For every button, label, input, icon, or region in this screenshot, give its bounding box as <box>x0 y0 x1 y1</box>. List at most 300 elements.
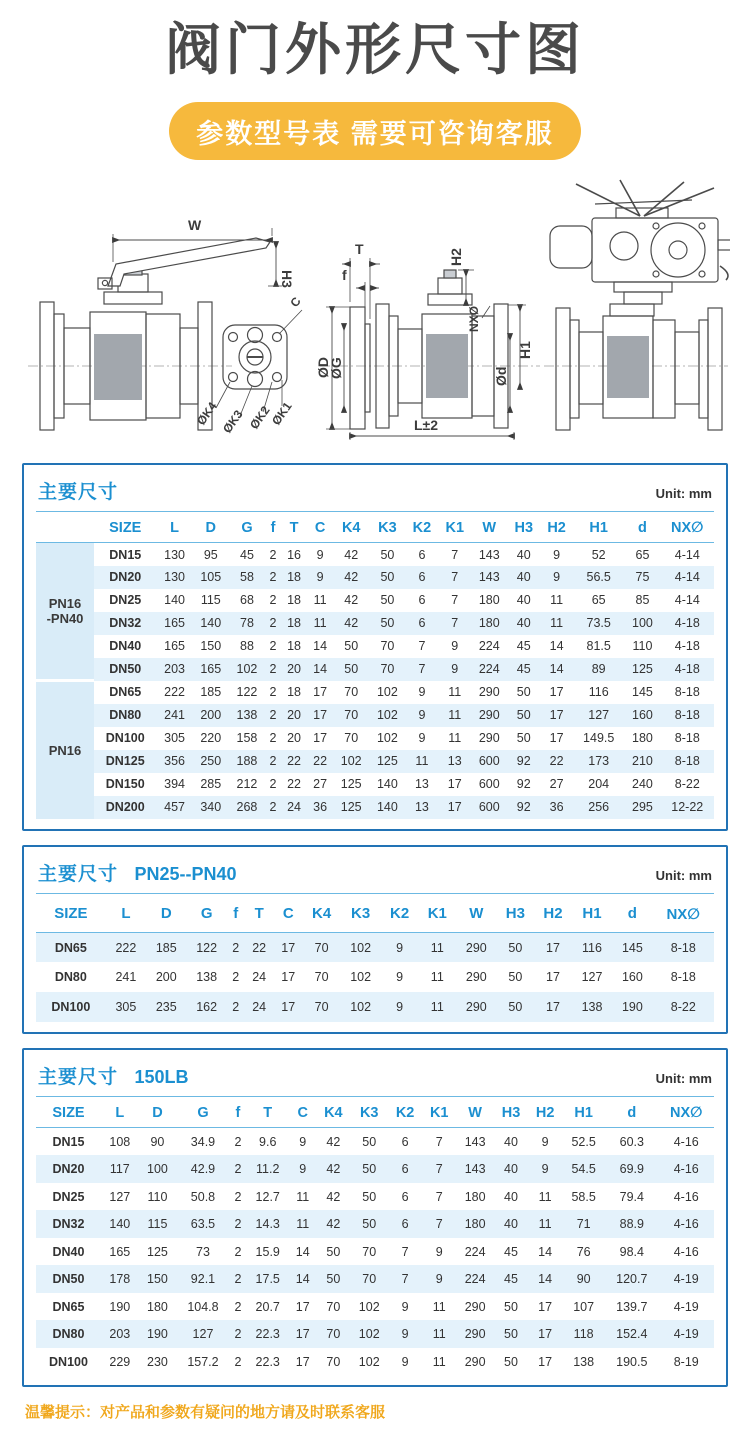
value-cell: 230 <box>147 1354 168 1369</box>
value-cell: 8-18 <box>670 970 696 985</box>
table-row <box>36 932 714 962</box>
value-cell: 22 <box>540 750 573 773</box>
column-header: C <box>274 896 303 933</box>
value-cell: 92 <box>507 796 540 819</box>
size-cell: DN32 <box>36 1210 101 1238</box>
size-cell: DN125 <box>94 750 157 773</box>
value-cell: 235 <box>146 992 186 1022</box>
value-cell: 70 <box>344 685 359 700</box>
value-cell: 200 <box>155 970 177 985</box>
value-cell: 81.5 <box>586 639 611 654</box>
value-cell: 102 <box>358 1354 380 1369</box>
value-cell: 6 <box>418 547 426 562</box>
size-cell: DN200 <box>94 796 157 819</box>
value-cell: 180 <box>147 1299 168 1314</box>
page-title: 阀门外形尺寸图 <box>165 18 585 81</box>
unit-label: Unit: mm <box>655 486 712 502</box>
unit-label: Unit: mm <box>655 1071 712 1087</box>
value-cell: 2 <box>230 1265 247 1293</box>
value-cell: 4-19 <box>673 1299 699 1314</box>
value-cell: 158 <box>236 731 258 746</box>
value-cell: 8-19 <box>673 1354 699 1369</box>
value-cell: 107 <box>573 1299 595 1314</box>
size-cell: DN150 <box>105 777 145 792</box>
value-cell: 56.5 <box>573 566 624 589</box>
value-cell: 122 <box>236 685 258 700</box>
value-cell: 100 <box>624 612 660 635</box>
value-cell: 85 <box>635 593 650 608</box>
value-cell: 90 <box>150 1134 165 1149</box>
value-cell: 9 <box>438 658 471 681</box>
value-cell: 17 <box>546 970 560 985</box>
value-cell: 42 <box>326 1189 341 1204</box>
value-cell: 222 <box>106 932 146 962</box>
value-cell: 17 <box>274 932 303 962</box>
value-cell: 24 <box>252 970 267 985</box>
value-cell: 220 <box>200 731 222 746</box>
value-cell: 9 <box>418 685 426 700</box>
value-cell: 4-19 <box>659 1265 714 1293</box>
value-cell: 24 <box>245 992 274 1022</box>
value-cell: 160 <box>621 970 643 985</box>
dim-label-phi-d-big: ØD <box>315 357 331 379</box>
value-cell: 27 <box>549 777 564 792</box>
value-cell: 340 <box>193 796 229 819</box>
value-cell: 2 <box>232 970 240 985</box>
table-subtitle: PN25--PN40 <box>134 863 237 884</box>
table-section-main <box>22 463 728 831</box>
table-row <box>36 992 714 1022</box>
value-cell: 4-18 <box>661 658 714 681</box>
column-header: G <box>186 896 226 933</box>
value-cell: 4-18 <box>661 612 714 635</box>
value-cell: 4-16 <box>659 1210 714 1238</box>
value-cell: 50 <box>504 1299 518 1314</box>
dim-label-t: T <box>355 241 364 258</box>
value-cell: 138 <box>229 704 265 727</box>
table-row <box>36 612 714 635</box>
table-row <box>36 962 714 992</box>
value-cell: 256 <box>573 796 624 819</box>
table-row <box>36 727 714 750</box>
value-cell: 22.3 <box>255 1354 280 1369</box>
column-header: K2 <box>381 896 419 933</box>
value-cell: 22.3 <box>246 1320 289 1348</box>
value-cell: 117 <box>101 1155 139 1183</box>
value-cell: 125 <box>369 750 405 773</box>
value-cell: 203 <box>157 658 193 681</box>
value-cell: 18 <box>281 566 307 589</box>
value-cell: 42 <box>316 1210 350 1238</box>
value-cell: 150 <box>139 1265 177 1293</box>
value-cell: 90 <box>562 1265 605 1293</box>
value-cell: 20 <box>281 704 307 727</box>
value-cell: 20.7 <box>255 1299 280 1314</box>
value-cell: 17 <box>538 1299 553 1314</box>
value-cell: 4-16 <box>673 1134 699 1149</box>
value-cell: 116 <box>588 685 609 700</box>
value-cell: 11 <box>418 992 456 1022</box>
value-cell: 210 <box>624 750 660 773</box>
value-cell: 140 <box>101 1210 139 1238</box>
value-cell: 108 <box>109 1134 131 1149</box>
value-cell: 165 <box>164 639 186 654</box>
value-cell: 285 <box>200 777 222 792</box>
value-cell: 42 <box>333 612 369 635</box>
value-cell: 50 <box>369 612 405 635</box>
table-row <box>36 543 714 566</box>
column-header: H2 <box>540 514 573 543</box>
column-header: W <box>456 1099 494 1128</box>
value-cell: 295 <box>624 796 660 819</box>
table-row <box>36 658 714 681</box>
value-cell: 11 <box>432 1299 446 1314</box>
column-header: W <box>456 896 496 933</box>
value-cell: 11 <box>289 1210 316 1238</box>
value-cell: 118 <box>562 1320 605 1348</box>
dim-label-c: C <box>287 294 304 311</box>
table-title: 主要尺寸 <box>38 1067 119 1089</box>
value-cell: 42 <box>316 1155 350 1183</box>
column-header: C <box>289 1099 316 1128</box>
lever-valve-view <box>28 228 282 430</box>
value-cell: 4-16 <box>673 1244 699 1259</box>
value-cell: 290 <box>465 970 487 985</box>
value-cell: 4-14 <box>674 547 700 562</box>
value-cell: 178 <box>101 1265 139 1293</box>
dimensions-table-pn25-pn40 <box>36 896 714 1023</box>
value-cell: 8-18 <box>674 731 700 746</box>
size-cell: DN50 <box>36 1265 101 1293</box>
value-cell: 8-18 <box>661 750 714 773</box>
column-header: K3 <box>340 896 380 933</box>
value-cell: 102 <box>376 731 398 746</box>
value-cell: 8-18 <box>653 932 714 962</box>
value-cell: 6 <box>418 593 426 608</box>
value-cell: 100 <box>139 1155 177 1183</box>
value-cell: 50 <box>497 992 535 1022</box>
value-cell: 9 <box>541 1134 549 1149</box>
value-cell: 165 <box>109 1244 131 1259</box>
column-header: f <box>265 514 281 543</box>
value-cell: 115 <box>200 593 221 608</box>
column-header: T <box>246 1099 289 1128</box>
section-valve-view <box>320 258 540 440</box>
value-cell: 102 <box>376 685 398 700</box>
column-header: H2 <box>528 1099 562 1128</box>
column-header: G <box>176 1099 229 1128</box>
value-cell: 145 <box>632 685 653 700</box>
size-cell: DN80 <box>54 970 87 985</box>
value-cell: 2 <box>234 1134 242 1149</box>
value-cell: 40 <box>516 593 531 608</box>
value-cell: 150 <box>200 639 222 654</box>
value-cell: 305 <box>164 731 186 746</box>
value-cell: 15.9 <box>255 1244 280 1259</box>
value-cell: 143 <box>471 566 507 589</box>
value-cell: 69.9 <box>605 1155 658 1183</box>
value-cell: 14 <box>549 639 564 654</box>
value-cell: 22 <box>245 932 274 962</box>
value-cell: 120.7 <box>605 1265 658 1293</box>
column-header: d <box>612 896 652 933</box>
value-cell: 58 <box>229 566 265 589</box>
column-header: H1 <box>562 1099 605 1128</box>
value-cell: 290 <box>464 1299 486 1314</box>
value-cell: 130 <box>157 566 193 589</box>
value-cell: 40 <box>507 566 540 589</box>
value-cell: 116 <box>572 932 612 962</box>
value-cell: 70 <box>362 1244 377 1259</box>
value-cell: 70 <box>380 639 395 654</box>
value-cell: 78 <box>229 612 265 635</box>
valve-drawing-svg <box>20 174 730 444</box>
column-header: K3 <box>369 514 405 543</box>
unit-label: Unit: mm <box>655 867 712 883</box>
value-cell: 290 <box>456 932 496 962</box>
value-cell: 185 <box>146 932 186 962</box>
column-header: L <box>157 514 193 543</box>
column-header: K2 <box>388 1099 422 1128</box>
value-cell: 2 <box>269 593 277 608</box>
value-cell: 188 <box>229 750 265 773</box>
value-cell: 17 <box>534 992 572 1022</box>
column-header: H3 <box>494 1099 528 1128</box>
column-header: D <box>193 514 229 543</box>
value-cell: 40 <box>494 1155 528 1183</box>
value-cell: 152.4 <box>605 1320 658 1348</box>
dim-label-phi-d-small: Ød <box>493 366 509 387</box>
value-cell: 290 <box>478 731 500 746</box>
value-cell: 138 <box>572 992 612 1022</box>
dim-label-h3: H3 <box>279 270 295 289</box>
value-cell: 7 <box>451 547 459 562</box>
value-cell: 50 <box>369 566 405 589</box>
value-cell: 70 <box>369 658 405 681</box>
column-header: d <box>605 1099 658 1128</box>
value-cell: 17 <box>528 1320 562 1348</box>
value-cell: 600 <box>478 777 500 792</box>
value-cell: 36 <box>307 796 333 819</box>
value-cell: 98.4 <box>619 1244 644 1259</box>
value-cell: 42.9 <box>176 1155 229 1183</box>
value-cell: 11 <box>406 750 439 773</box>
value-cell: 7 <box>422 1155 456 1183</box>
value-cell: 2 <box>269 685 277 700</box>
value-cell: 17 <box>295 1299 310 1314</box>
value-cell: 17 <box>313 731 328 746</box>
dim-label-h2: H2 <box>448 248 464 267</box>
value-cell: 160 <box>624 704 660 727</box>
value-cell: 290 <box>456 1320 494 1348</box>
value-cell: 222 <box>164 685 186 700</box>
value-cell: 241 <box>157 704 193 727</box>
value-cell: 600 <box>471 796 507 819</box>
value-cell: 6 <box>388 1155 422 1183</box>
value-cell: 6 <box>401 1189 409 1204</box>
value-cell: 40 <box>504 1134 518 1149</box>
column-header: K1 <box>418 896 456 933</box>
value-cell: 34.9 <box>190 1134 216 1149</box>
table-row <box>36 566 714 589</box>
value-cell: 2 <box>265 658 281 681</box>
value-cell: 40 <box>504 1189 518 1204</box>
value-cell: 58.5 <box>571 1189 596 1204</box>
column-header: K3 <box>350 1099 388 1128</box>
value-cell: 305 <box>106 992 146 1022</box>
table-row <box>36 1128 714 1156</box>
value-cell: 42 <box>333 566 369 589</box>
value-cell: 9 <box>381 932 419 962</box>
value-cell: 9 <box>528 1155 562 1183</box>
value-cell: 70 <box>316 1320 350 1348</box>
value-cell: 11 <box>430 970 444 985</box>
value-cell: 65 <box>635 547 650 562</box>
dim-label-l: L±2 <box>414 417 439 434</box>
column-header: d <box>624 514 660 543</box>
value-cell: 140 <box>376 777 398 792</box>
value-cell: 17 <box>281 970 296 985</box>
page-header <box>0 0 750 160</box>
value-cell: 138 <box>573 1354 595 1369</box>
value-cell: 11 <box>540 612 573 635</box>
value-cell: 2 <box>265 750 281 773</box>
value-cell: 102 <box>369 704 405 727</box>
value-cell: 165 <box>157 612 193 635</box>
value-cell: 105 <box>193 566 229 589</box>
value-cell: 11 <box>438 704 471 727</box>
value-cell: 50 <box>508 970 523 985</box>
value-cell: 12-22 <box>661 796 714 819</box>
value-cell: 125 <box>340 777 362 792</box>
value-cell: 190 <box>139 1320 177 1348</box>
value-cell: 145 <box>612 932 652 962</box>
value-cell: 17 <box>289 1320 316 1348</box>
value-cell: 13 <box>438 750 471 773</box>
value-cell: 290 <box>456 992 496 1022</box>
column-header: H1 <box>573 514 624 543</box>
value-cell: 4-19 <box>659 1320 714 1348</box>
size-cell: DN80 <box>94 704 157 727</box>
value-cell: 14 <box>528 1265 562 1293</box>
value-cell: 127 <box>109 1189 131 1204</box>
size-cell: DN40 <box>109 639 142 654</box>
value-cell: 50 <box>504 1354 518 1369</box>
value-cell: 7 <box>388 1265 422 1293</box>
value-cell: 71 <box>562 1210 605 1238</box>
dimensions-table-pn16-pn40 <box>36 514 714 819</box>
value-cell: 9 <box>396 970 404 985</box>
table-row <box>36 1293 714 1321</box>
value-cell: 14.3 <box>246 1210 289 1238</box>
size-cell: DN32 <box>94 612 157 635</box>
column-header: NX∅ <box>661 514 714 543</box>
value-cell: 9 <box>381 992 419 1022</box>
value-cell: 68 <box>240 593 254 608</box>
value-cell: 50 <box>362 1189 377 1204</box>
value-cell: 7 <box>451 593 459 608</box>
value-cell: 11 <box>448 731 462 746</box>
value-cell: 73.5 <box>573 612 624 635</box>
value-cell: 92 <box>516 777 531 792</box>
column-header: NX∅ <box>659 1099 714 1128</box>
value-cell: 17 <box>538 1354 553 1369</box>
value-cell: 63.5 <box>176 1210 229 1238</box>
dim-label-k3: ØK3 <box>219 407 246 437</box>
value-cell: 157.2 <box>187 1354 219 1369</box>
value-cell: 65 <box>591 593 606 608</box>
column-header: T <box>281 514 307 543</box>
value-cell: 14 <box>289 1265 316 1293</box>
value-cell: 50 <box>344 639 359 654</box>
value-cell: 92 <box>507 750 540 773</box>
dim-label-k4: ØK4 <box>193 399 220 429</box>
size-cell: DN80 <box>36 1320 101 1348</box>
value-cell: 143 <box>478 547 500 562</box>
value-cell: 125 <box>147 1244 168 1259</box>
value-cell: 2 <box>234 1189 242 1204</box>
parameter-table-badge[interactable]: 参数型号表 需要可咨询客服 <box>169 102 581 160</box>
column-header: SIZE <box>94 514 157 543</box>
value-cell: 143 <box>456 1155 494 1183</box>
size-cell: DN15 <box>52 1134 85 1149</box>
value-cell: 290 <box>478 685 500 700</box>
table-row <box>36 1348 714 1376</box>
column-header: W <box>471 514 507 543</box>
value-cell: 17 <box>295 1354 310 1369</box>
value-cell: 14 <box>313 639 328 654</box>
dimensions-table-150lb <box>36 1099 714 1375</box>
value-cell: 9 <box>418 731 426 746</box>
value-cell: 229 <box>109 1354 131 1369</box>
value-cell: 4-14 <box>661 566 714 589</box>
value-cell: 2 <box>265 566 281 589</box>
size-cell: DN65 <box>36 932 106 962</box>
value-cell: 9 <box>401 1299 409 1314</box>
value-cell: 240 <box>632 777 653 792</box>
valve-dimension-drawing <box>20 174 730 449</box>
value-cell: 22 <box>281 750 307 773</box>
value-cell: 14 <box>538 1244 553 1259</box>
size-cell: DN50 <box>94 658 157 681</box>
value-cell: 40 <box>516 547 531 562</box>
value-cell: 102 <box>229 658 265 681</box>
column-header: SIZE <box>36 1099 101 1128</box>
size-cell: DN100 <box>49 1354 88 1369</box>
value-cell: 18 <box>287 639 301 654</box>
value-cell: 11 <box>538 1189 552 1204</box>
value-cell: 122 <box>186 932 226 962</box>
column-header: K1 <box>422 1099 456 1128</box>
value-cell: 40 <box>507 612 540 635</box>
value-cell: 11 <box>296 1189 310 1204</box>
value-cell: 40 <box>494 1210 528 1238</box>
dim-label-phi-g: ØG <box>328 357 344 380</box>
value-cell: 27 <box>313 777 328 792</box>
table-header-bar <box>36 1058 714 1097</box>
column-header: K4 <box>316 1099 350 1128</box>
value-cell: 180 <box>456 1210 494 1238</box>
value-cell: 2 <box>227 992 245 1022</box>
table-row <box>36 1155 714 1183</box>
value-cell: 102 <box>333 750 369 773</box>
value-cell: 11 <box>422 1320 456 1348</box>
value-cell: 50 <box>350 1210 388 1238</box>
value-cell: 102 <box>350 1320 388 1348</box>
value-cell: 102 <box>340 932 380 962</box>
value-cell: 6 <box>406 612 439 635</box>
group-label-cell: PN16 -PN40 <box>36 543 94 681</box>
